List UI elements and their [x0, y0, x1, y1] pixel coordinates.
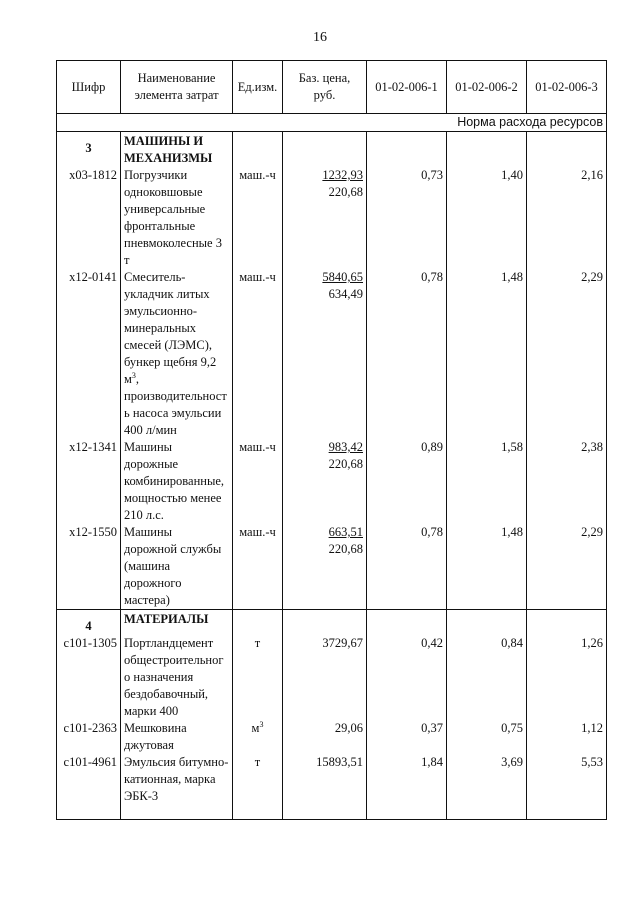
resource-code: х12-1341	[57, 439, 121, 524]
resource-code: с101-2363	[57, 720, 121, 754]
norm-value-1: 0,78	[367, 269, 447, 439]
resource-unit	[233, 635, 283, 720]
resource-name-line: марки 400	[124, 704, 179, 718]
empty-cell	[233, 610, 283, 636]
resource-unit	[233, 524, 283, 610]
resource-name-line: Машины	[124, 525, 173, 539]
unit-text: маш.-ч	[239, 270, 276, 284]
empty-cell	[527, 610, 607, 636]
table-row	[57, 167, 607, 269]
resource-name-line: укладчик литых	[124, 287, 210, 301]
norm-value-2: 1,58	[447, 439, 527, 524]
resource-name-line: дорожные	[124, 457, 179, 471]
resource-price	[283, 720, 367, 754]
header-col2: 01-02-006-2	[447, 61, 527, 114]
resource-name	[121, 439, 233, 524]
resource-name-line: одноковшовые	[124, 185, 203, 199]
resource-code: с101-1305	[57, 635, 121, 720]
norm-row	[57, 114, 607, 132]
header-price: Баз. цена, руб.	[283, 61, 367, 114]
resource-code: х12-0141	[57, 269, 121, 439]
empty-cell	[367, 610, 447, 636]
section-header-row	[57, 610, 607, 636]
resource-name-line: Смеситель-	[124, 270, 186, 284]
resource-price	[283, 269, 367, 439]
resource-name-line: дорожного	[124, 576, 182, 590]
header-col3: 01-02-006-3	[527, 61, 607, 114]
resource-name-line: 400 л/мин	[124, 423, 177, 437]
price-sub-value: 220,68	[328, 457, 363, 471]
section-title-line: МЕХАНИЗМЫ	[124, 151, 213, 165]
empty-cell	[447, 132, 527, 168]
resource-name	[121, 524, 233, 610]
norm-label: Норма расхода ресурсов	[57, 114, 607, 132]
price-value: 15893,51	[316, 755, 363, 769]
unit-text: маш.-ч	[239, 168, 276, 182]
price-sub-value: 220,68	[328, 542, 363, 556]
resource-name-line: (машина	[124, 559, 171, 573]
resource-name-line: бункер щебня 9,2	[124, 355, 217, 369]
price-sub-value: 220,68	[328, 185, 363, 199]
price-value: 5840,65	[322, 270, 363, 284]
resource-name-line: джутовая	[124, 738, 174, 752]
resource-name-line: м	[124, 372, 132, 386]
resource-name-line: бездобавочный,	[124, 687, 209, 701]
table-row	[57, 635, 607, 720]
norm-value-3: 2,29	[527, 269, 607, 439]
resource-name-line: о назначения	[124, 670, 194, 684]
section-number: 3	[57, 132, 121, 168]
section-number: 4	[57, 610, 121, 636]
norm-value-1: 0,89	[367, 439, 447, 524]
norm-value-1: 0,37	[367, 720, 447, 754]
resource-name	[121, 167, 233, 269]
resource-name-line: мощностью менее	[124, 491, 222, 505]
table-row	[57, 439, 607, 524]
resource-code: с101-4961	[57, 754, 121, 820]
resource-price	[283, 167, 367, 269]
resource-name	[121, 754, 233, 820]
price-value: 663,51	[328, 525, 363, 539]
resource-code: х12-1550	[57, 524, 121, 610]
resource-name-line: производительност	[124, 389, 227, 403]
page-number: 16	[313, 30, 327, 45]
header-unit: Ед.изм.	[233, 61, 283, 114]
resource-name	[121, 635, 233, 720]
empty-cell	[367, 132, 447, 168]
resource-name-line: пневмоколесные 3	[124, 236, 222, 250]
resource-name-line: Эмульсия битумно-	[124, 755, 229, 769]
norm-value-2: 0,84	[447, 635, 527, 720]
price-sub-value: 634,49	[328, 287, 363, 301]
empty-cell	[283, 132, 367, 168]
section-header-row	[57, 132, 607, 168]
header-code: Шифр	[57, 61, 121, 114]
unit-text: маш.-ч	[239, 525, 276, 539]
unit-text: м	[251, 721, 260, 735]
section-title	[121, 132, 233, 168]
resource-name-line: Машины	[124, 440, 173, 454]
resource-name-line: комбинированные,	[124, 474, 225, 488]
resource-name-line: Портландцемент	[124, 636, 214, 650]
norm-value-2: 0,75	[447, 720, 527, 754]
empty-cell	[527, 132, 607, 168]
resource-name-line: т	[124, 253, 130, 267]
empty-cell	[283, 610, 367, 636]
resource-name-line: фронтальные	[124, 219, 196, 233]
norm-value-3: 2,38	[527, 439, 607, 524]
resource-name-line: ь насоса эмульсии	[124, 406, 222, 420]
section-title-line: МАТЕРИАЛЫ	[124, 612, 209, 626]
norm-value-3: 2,29	[527, 524, 607, 610]
unit-text: маш.-ч	[239, 440, 276, 454]
table-row	[57, 754, 607, 820]
resource-unit	[233, 720, 283, 754]
section-title-line: МАШИНЫ И	[124, 134, 204, 148]
norm-value-3: 1,26	[527, 635, 607, 720]
norm-value-2: 1,48	[447, 269, 527, 439]
resource-name-line: смесей (ЛЭМС),	[124, 338, 213, 352]
table-row	[57, 524, 607, 610]
resource-name	[121, 720, 233, 754]
resource-unit	[233, 167, 283, 269]
table-row	[57, 269, 607, 439]
section-title	[121, 610, 233, 636]
norm-value-1: 1,84	[367, 754, 447, 820]
resource-unit	[233, 439, 283, 524]
price-value: 29,06	[334, 721, 363, 735]
norm-value-1: 0,78	[367, 524, 447, 610]
norm-value-3: 1,12	[527, 720, 607, 754]
norm-value-3: 5,53	[527, 754, 607, 820]
price-value: 3729,67	[322, 636, 363, 650]
resource-price	[283, 439, 367, 524]
resource-name-line: ЭБК-3	[124, 789, 159, 803]
resource-name-line: Мешковина	[124, 721, 187, 735]
empty-cell	[447, 610, 527, 636]
superscript: 3	[131, 370, 136, 380]
resource-name-line: эмульсионно-	[124, 304, 198, 318]
unit-text: т	[254, 755, 261, 769]
resource-name-line: дорожной службы	[124, 542, 222, 556]
resource-code: х03-1812	[57, 167, 121, 269]
empty-cell	[233, 132, 283, 168]
price-value: 983,42	[328, 440, 363, 454]
resource-price	[283, 524, 367, 610]
resource-name: Смеситель- укладчик литых эмульсионно- минеральных смесей (ЛЭМС), бункер щебня 9,2 $м^3$, производительност ь насоса эмульсии 400 л/мин	[121, 269, 233, 439]
resource-name-line: универсальные	[124, 202, 206, 216]
resource-name-line: общестроительног	[124, 653, 224, 667]
header-name: Наименование элемента затрат	[121, 61, 233, 114]
table-row	[57, 720, 607, 754]
resource-name-line: 210 л.с.	[124, 508, 164, 522]
header-col1: 01-02-006-1	[367, 61, 447, 114]
resource-name-line: катионная, марка	[124, 772, 216, 786]
table-header-row	[57, 61, 607, 114]
resource-table	[56, 60, 607, 820]
norm-value-1: 0,73	[367, 167, 447, 269]
resource-price	[283, 635, 367, 720]
resource-unit	[233, 754, 283, 820]
price-value: 1232,93	[322, 168, 363, 182]
norm-value-2: 1,40	[447, 167, 527, 269]
norm-value-2: 1,48	[447, 524, 527, 610]
resource-unit	[233, 269, 283, 439]
norm-value-3: 2,16	[527, 167, 607, 269]
resource-price	[283, 754, 367, 820]
resource-name-line: минеральных	[124, 321, 197, 335]
unit-text: т	[254, 636, 261, 650]
resource-name-line: мастера)	[124, 593, 170, 607]
superscript: 3	[259, 719, 264, 729]
norm-value-1: 0,42	[367, 635, 447, 720]
norm-value-2: 3,69	[447, 754, 527, 820]
resource-name-line: Погрузчики	[124, 168, 188, 182]
